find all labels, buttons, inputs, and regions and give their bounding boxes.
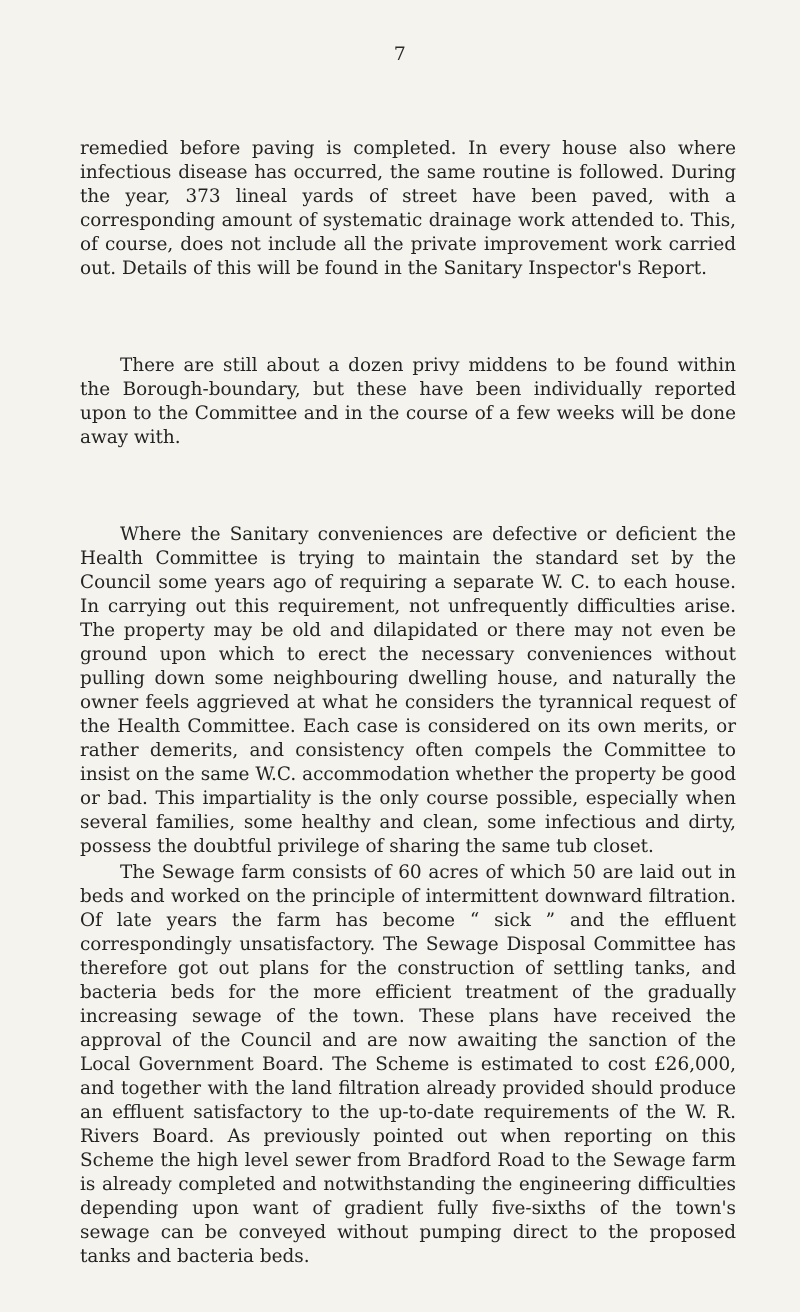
paragraph-sewage-farm: The Sewage farm consists of 60 acres of which 50 are laid out in beds and worked on the principle of intermittent downward filtration. Of late years the farm has become “ sick ” and the effluent correspondingly unsatisfactory. The Sewage Disposal Committee has therefore got out plans for the construction of settling tanks, and bacteria beds for the more efficient treatment of the gradually increasing sewage of the town. These plans have received the approval of the Council and are now awaiting the sanction of the Local Government Board. The Scheme is estimated to cost £26,000, and together with the land filtration already provided should produce an effluent satisfactory to the up-to-date requirements of the W. R. Rivers Board. As previously pointed out when reporting on this Scheme the high level sewer from Bradford Road to the Sewage farm is already completed and notwithstanding the engineering difficulties depending upon want of gradient fully five-sixths of the town's sewage can be conveyed without pumping direct to the proposed tanks and bacteria beds. — [80, 862, 736, 1268]
page-number: 7 — [393, 43, 407, 65]
paragraph-paving: remedied before paving is completed. In every house also where infectious disease has occurred, the same routine is followed. During the year, 373 lineal yards of street have been paved, with a corresponding amount of systematic drainage work attended to. This, of course, does not include all the private improvement work carried out. Details of this will be found in the Sanitary Inspector's Report. — [80, 138, 736, 280]
paragraph-privy-middens: There are still about a dozen privy middens to be found within the Borough-boundary, but these have been individually reported upon to the Committee and in the course of a few weeks will be done away with. — [80, 355, 736, 449]
paragraph-sanitary-conveniences: Where the Sanitary conveniences are defective or deficient the Health Committee is trying to maintain the standard set by the Council some years ago of requiring a separate W. C. to each house. In carrying out this requirement, not unfrequently difficulties arise. The property may be old and dilapidated or there may not even be ground upon which to erect the necessary conveniences without pulling down some neighbouring dwelling house, and naturally the owner feels aggrieved at what he considers the tyrannical request of the Health Committee. Each case is considered on its own merits, or rather demerits, and consistency often compels the Committee to insist on the same W.C. accommodation whether the property be good or bad. This impartiality is the only course possible, especially when several families, some healthy and clean, some infectious and dirty, possess the doubtful privilege of sharing the same tub closet. — [80, 524, 736, 858]
